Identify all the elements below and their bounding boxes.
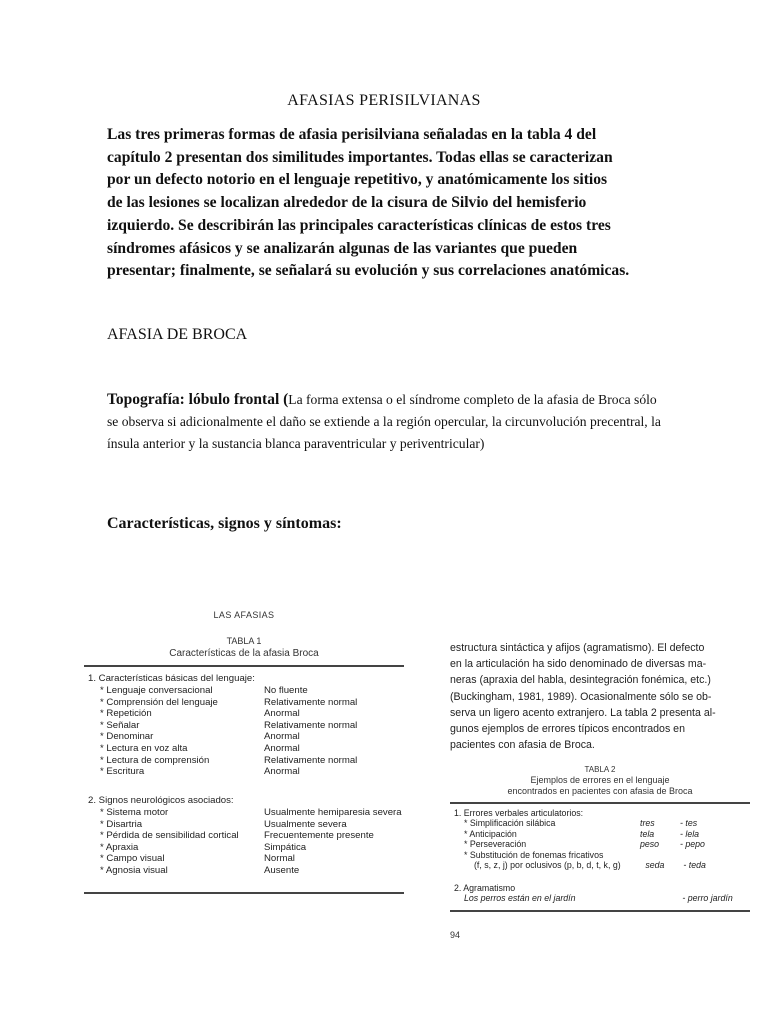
table-2-caption: Ejemplos de errores en el lenguaje encontrados en pacientes con afasia de Broca (507, 775, 693, 796)
row-key: * Escritura (100, 766, 145, 778)
table-row (88, 755, 414, 767)
table-top-rule (84, 665, 404, 667)
row-error: - perro jardín (682, 893, 733, 904)
table-row (454, 860, 750, 870)
row-key: Los perros están en el jardín (464, 893, 576, 904)
table-top-rule (450, 802, 750, 804)
row-error: - pepo (680, 839, 705, 850)
section-title (454, 808, 750, 818)
row-key: * Agnosia visual (100, 864, 168, 876)
row-value: Simpática (264, 841, 307, 853)
table-row (454, 839, 750, 849)
table-bottom-rule (450, 910, 750, 912)
table-1-label: TABLA 1 (226, 636, 262, 646)
row-key: * Pérdida de sensibilidad cortical (100, 830, 239, 842)
row-key: * Apraxia (100, 841, 139, 853)
broca-heading: AFASIA DE BROCA (107, 326, 248, 343)
row-value: Anormal (264, 742, 300, 754)
caracteristicas-heading: Características, signos y síntomas: (107, 515, 342, 532)
table-row (88, 865, 414, 877)
row-value: Frecuentemente presente (264, 830, 374, 842)
row-key: * Lectura en voz alta (100, 742, 188, 754)
row-key: (f, s, z, j) por oclusivos (p, b, d, t, k, g) (474, 859, 621, 870)
row-key: * Substitución de fonemas fricativos (464, 849, 604, 860)
row-key: * Comprensión del lenguaje (100, 696, 218, 708)
row-value: Anormal (264, 766, 300, 778)
row-value: Usualmente hemiparesia severa (264, 807, 402, 818)
section-title: 2. Signos neurológicos asociados: (88, 795, 234, 806)
row-value: Anormal (264, 731, 300, 743)
intro-paragraph: Las tres primeras formas de afasia perisilviana señaladas en la tabla 4 del capítulo 2 presentan dos similitudes importantes. Todas ellas se caracterizan por un defecto notorio en el lenguaje repetitivo, y anatómicamente los sitios de las lesiones se localizan alrededor de la cisura de Silvio del hemisferio izquierdo. Se describirán las principales características clínicas de estos tres síndromes afásicos y se analizarán algunas de las variantes que pueden presentar; finalmente, se señalará su evolución y sus correlaciones anatómicas. (107, 126, 630, 280)
row-key: * Sistema motor (100, 807, 169, 818)
section-title (454, 883, 750, 893)
row-error: - teda (683, 859, 706, 870)
row-target: seda (645, 859, 665, 870)
topografia-lead: Topografía: lóbulo frontal ( (107, 391, 289, 408)
row-key: * Campo visual (100, 853, 165, 865)
row-error: - lela (680, 828, 700, 839)
row-key: * Denominar (100, 731, 154, 743)
table-row (88, 708, 414, 720)
table-row (88, 766, 414, 778)
row-key: * Lectura de comprensión (100, 754, 210, 766)
row-key: * Repetición (100, 708, 152, 720)
row-value: Relativamente normal (264, 696, 358, 708)
row-value: Ausente (264, 864, 300, 876)
table-row (88, 731, 414, 743)
table-bottom-rule (84, 892, 404, 894)
table-row (88, 743, 414, 755)
table-row (88, 720, 414, 732)
row-error: - tes (680, 818, 698, 829)
row-key: * Lenguaje conversacional (100, 685, 213, 696)
table-row (88, 830, 414, 842)
section-title-text: 2. Agramatismo (454, 883, 516, 893)
row-value: Normal (264, 853, 295, 865)
scan-tabla-2 (442, 638, 768, 948)
table-2-section-agramatismo (454, 883, 750, 904)
scan-tabla-1 (84, 600, 404, 910)
table-row (88, 853, 414, 865)
table-row (88, 807, 414, 819)
row-key: * Anticipación (464, 828, 517, 839)
section-title-text: 1. Errores verbales articulatorios: (454, 808, 584, 818)
table-2-label: TABLA 2 (584, 765, 616, 774)
row-target: tela (640, 828, 655, 839)
topografia-text: La forma extensa o el síndrome completo de la afasia de Broca sólo se observa si adicionalmente el daño se extiende a la región opercular, la circunvolución precentral, la ínsula anterior y la sustancia blanca paraventricular y periventricular) (107, 392, 661, 451)
table-1-section-lenguaje (88, 673, 414, 778)
row-value: No fluente (264, 685, 308, 696)
row-value: Anormal (264, 708, 300, 720)
page-number: 94 (450, 930, 461, 940)
row-value: Usualmente severa (264, 818, 347, 830)
table-row (454, 818, 750, 828)
table-2-section-articulatorios (454, 808, 750, 870)
table-row (88, 842, 414, 854)
row-value: Relativamente normal (264, 754, 358, 766)
table-row (454, 829, 750, 839)
row-key: * Simplificación silábica (464, 818, 556, 829)
row-target: tres (640, 818, 655, 829)
row-key: * Disartria (100, 818, 143, 830)
row-value: Relativamente normal (264, 719, 358, 731)
scan-running-header: LAS AFASIAS (213, 610, 275, 620)
row-target: peso (640, 839, 660, 850)
table-1-caption: Características de la afasia Broca (169, 648, 319, 659)
row-key: * Perseveración (464, 839, 527, 850)
table-row (454, 850, 750, 860)
section-title: 1. Características básicas del lenguaje: (88, 673, 255, 684)
book-paragraph: estructura sintáctica y afijos (agramatismo). El defecto en la articulación ha sido denominado de diversas ma- neras (apraxia del habla, desintegración fonémica, etc.) (Buckingham, 1981, 1989). Ocasionalmente sólo se ob- serva un ligero acento extranjero. La tabla 2 presenta al- gunos ejemplos de errores típicos encontrados en pacientes con afasia de Broca. (450, 642, 716, 752)
table-row (88, 685, 414, 697)
row-key: * Señalar (100, 719, 140, 731)
table-row (88, 697, 414, 709)
table-row (454, 893, 750, 903)
topografia-paragraph (107, 389, 667, 455)
table-1-section-signos (88, 795, 414, 877)
document-title: AFASIAS PERISILVIANAS (287, 92, 481, 109)
table-row (88, 819, 414, 831)
